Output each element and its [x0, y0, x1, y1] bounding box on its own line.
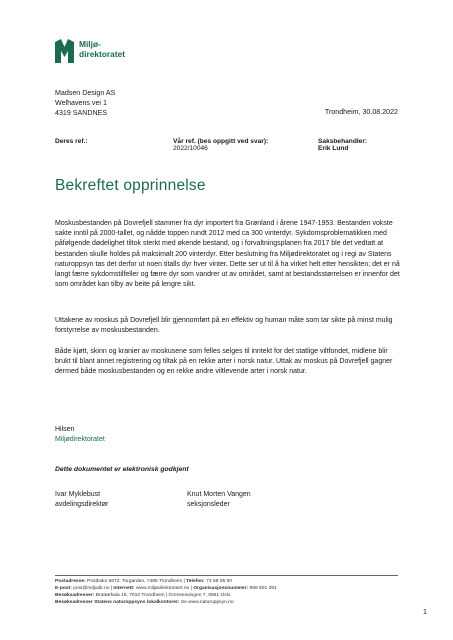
handler-value: Erik Lund — [318, 145, 349, 152]
paragraph-2: Uttakene av moskus på Dovrefjell blir gjennomført på en effektiv og human måte som tar sikte på minst mulig forstyrrelse av moskusbestanden. — [55, 317, 393, 335]
logo-line2: direktoratet — [79, 49, 126, 59]
document-title: Bekreftet opprinnelse — [55, 177, 206, 194]
page-number: 1 — [423, 609, 427, 616]
paragraph-3: Både kjøtt, skinn og kranier av moskusene som felles selges til inntekt for det statlige viltfondet, midlene blir brukt til blant annet registrering og tiltak på en rekke arter i norsk natur. Uttak av moskus på Dovrefjell gagner dermed både moskusbestanden og en rekke andre viltlevende arter i norsk natur. — [55, 348, 393, 376]
place-date: Trondheim, 30.08.2022 — [324, 108, 398, 116]
logo — [55, 37, 175, 69]
your-ref-label: Deres ref.: — [55, 138, 88, 145]
footer-line-2 — [55, 585, 405, 592]
footer-postal-text: Postboks 5672, Torgarden, 7485 Trondheim | — [85, 579, 187, 584]
logo-wordmark — [79, 39, 125, 59]
footer-line-4 — [55, 599, 405, 606]
recipient-street: Welhavens vei 1 — [55, 99, 107, 107]
our-ref-value: 2022/10046 — [173, 145, 208, 152]
logo-line1: Miljø- — [79, 39, 101, 49]
recipient-name: Madsen Design AS — [55, 89, 116, 97]
our-ref — [173, 138, 268, 152]
closing — [55, 425, 105, 445]
footer-visit-label: Besøksadresser: — [55, 593, 95, 599]
footer-phone-text: 73 58 05 00 — [204, 579, 232, 584]
footer-local-text: Se www.naturoppsyn.no — [179, 600, 234, 606]
footer — [55, 578, 405, 606]
signatory-1-name: Ivar Myklebust — [55, 491, 101, 498]
footer-email-text: post@miljodir.no | — [71, 586, 114, 592]
handler-label: Saksbehandler: — [318, 138, 368, 145]
our-ref-label: Vår ref. (bes oppgitt ved svar): — [173, 138, 269, 145]
footer-phone-label: Telefon: — [186, 579, 205, 584]
signatory-1 — [55, 490, 108, 510]
signatory-2-name: Knut Morten Vangen — [187, 491, 251, 498]
closing-org: Miljødirektoratet — [55, 436, 105, 443]
footer-divider — [55, 575, 398, 576]
footer-line-1 — [55, 578, 405, 585]
signatory-1-title: avdelingsdirektør — [55, 501, 109, 508]
footer-local-label: Besøksadresser Statens naturoppsyns lokalkontorer: — [55, 600, 180, 606]
signatory-2 — [187, 490, 251, 510]
recipient-postal: 4319 SANDNES — [55, 109, 108, 117]
paragraph-1: Moskusbestanden på Dovrefjell stammer fra dyr importert fra Grønland i årene 1947-1953. Bestanden vokste sakte inntil på 2000-tallet, og nådde toppen rundt 2012 med ca 300 vinterdyr. Sykdomsproblematikken med påfølgende dødelighet tiltok sterkt med økende bestand, og i forvaltningsplanen fra 2017 ble det vedtatt at bestanden skulle holdes på maksimalt 200 vinterdyr. Etter beslutning fra Miljødirektoratet og i regi av Statens naturoppsyn tas det derfor ut noen titalls dyr hver vinter. Dette ser ut til å ha virket helt etter hensikten; det er nå langt færre sykdomstilfeller og færre dyr som vandrer ut av området, samt at bestandsstørrelsen er innenfor det som området kan tilby av beite på lengre sikt. — [55, 220, 400, 289]
footer-postal-label: Postadresse: — [55, 579, 86, 584]
footer-web-text: www.miljødirektoratet.no | — [134, 586, 194, 592]
footer-email-label: E-post: — [55, 586, 72, 592]
closing-greeting: Hilsen — [55, 426, 75, 433]
miljodirektoratet-logo-icon — [55, 39, 74, 63]
footer-orgnr-label: Organisasjonsnummer: — [193, 586, 249, 592]
recipient-address — [55, 88, 115, 118]
footer-web-label: Internett: — [113, 586, 135, 592]
approval-note: Dette dokumentet er elektronisk godkjent — [55, 466, 189, 473]
footer-visit-text: Brattørkaia 15, 7010 Trondheim | Grensesvingen 7, 0661 Oslo — [94, 593, 231, 599]
signatory-2-title: seksjonsleder — [187, 501, 230, 508]
footer-orgnr-text: 999 601 391 — [248, 586, 277, 592]
case-handler — [318, 138, 367, 152]
footer-line-3 — [55, 592, 405, 599]
